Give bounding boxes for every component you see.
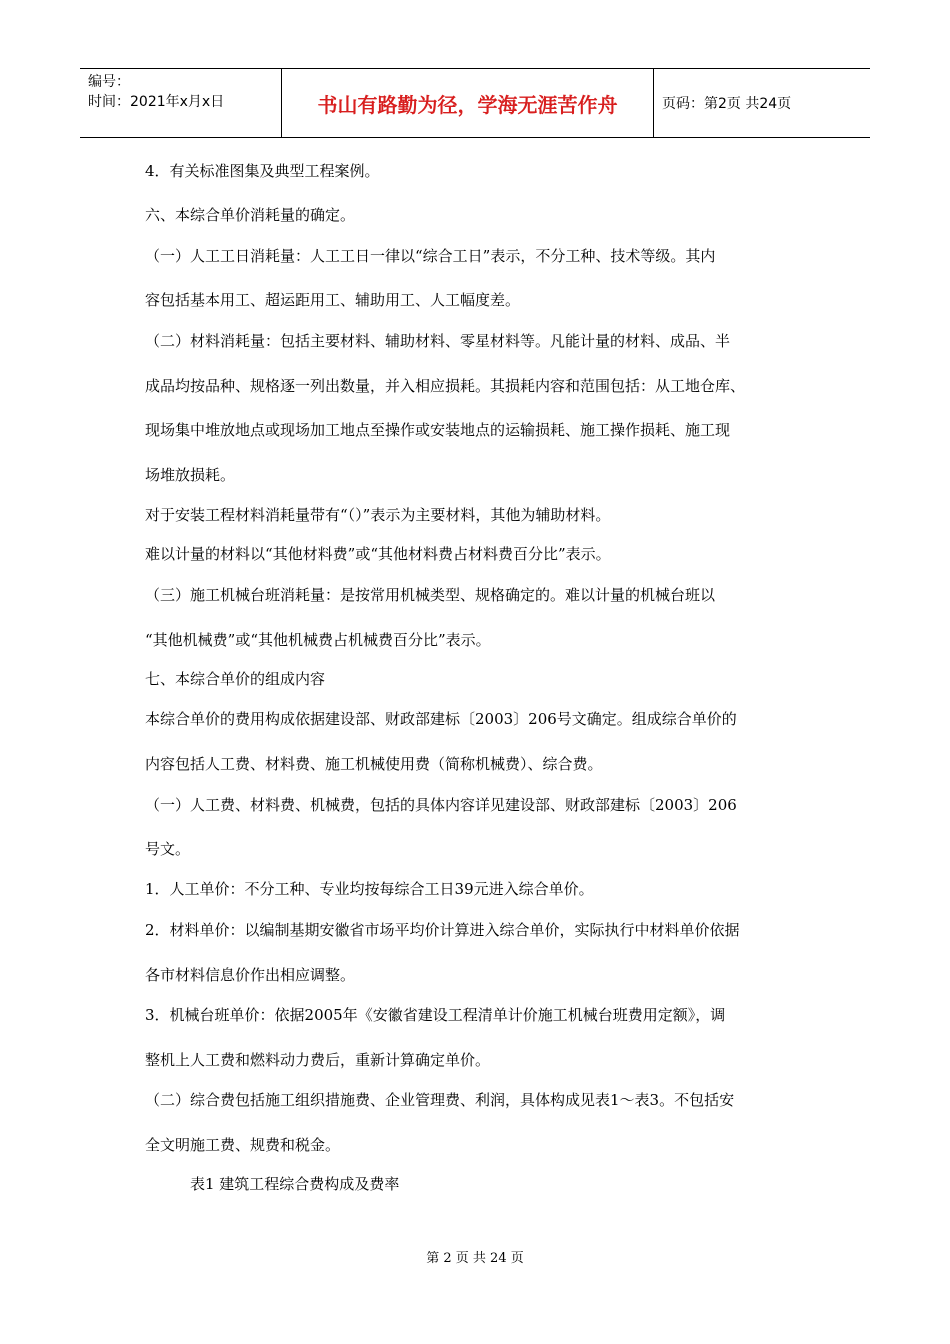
section-heading: 七、本综合单价的组成内容 xyxy=(145,670,326,688)
body-line: 1．人工单价：不分工种、专业均按每综合工日39元进入综合单价。 xyxy=(145,880,594,898)
header-motto: 书山有路勤为径，学海无涯苦作舟 xyxy=(282,69,654,137)
body-line: 3．机械台班单价：依据2005年《安徽省建设工程清单计价施工机械台班费用定额》，调 xyxy=(145,1006,726,1024)
body-line: “其他机械费”或“其他机械费占机械费百分比”表示。 xyxy=(145,631,491,649)
body-line: 整机上人工费和燃料动力费后，重新计算确定单价。 xyxy=(145,1051,491,1069)
body-line: 场堆放损耗。 xyxy=(145,466,236,484)
body-line: 4．有关标准图集及典型工程案例。 xyxy=(145,162,380,180)
body-line: （二）综合费包括施工组织措施费、企业管理费、利润，具体构成见表1～表3。不包括安 xyxy=(145,1091,735,1109)
body-line: （二）材料消耗量：包括主要材料、辅助材料、零星材料等。凡能计量的材料、成品、半 xyxy=(145,332,731,350)
document-number-label: 编号： xyxy=(88,74,130,90)
page-footer: 第 2 页 共 24 页 xyxy=(426,1251,524,1266)
body-line: 对于安装工程材料消耗量带有“（）”表示为主要材料，其他为辅助材料。 xyxy=(145,506,611,524)
page-header xyxy=(80,68,870,138)
header-meta xyxy=(80,69,282,137)
section-heading: 六、本综合单价消耗量的确定。 xyxy=(145,206,356,224)
body-line: （一）人工费、材料费、机械费，包括的具体内容详见建设部、财政部建标〔2003〕206 xyxy=(145,796,737,814)
body-line: 容包括基本用工、超运距用工、辅助用工、人工幅度差。 xyxy=(145,291,521,309)
header-page-info: 页码：第2页 共24页 xyxy=(662,96,792,112)
body-line: 号文。 xyxy=(145,840,191,858)
body-line: 全文明施工费、规费和税金。 xyxy=(145,1136,341,1154)
body-line: 2．材料单价：以编制基期安徽省市场平均价计算进入综合单价，实际执行中材料单价依据 xyxy=(145,921,740,939)
body-line: 各市材料信息价作出相应调整。 xyxy=(145,966,356,984)
body-line: 难以计量的材料以“其他材料费”或“其他材料费占材料费百分比”表示。 xyxy=(145,545,611,563)
body-line: 现场集中堆放地点或现场加工地点至操作或安装地点的运输损耗、施工操作损耗、施工现 xyxy=(145,421,731,439)
body-line: （一）人工工日消耗量：人工工日一律以“综合工日”表示，不分工种、技术等级。其内 xyxy=(145,247,716,265)
body-line: 内容包括人工费、材料费、施工机械使用费（简称机械费）、综合费。 xyxy=(145,755,603,773)
body-line: （三）施工机械台班消耗量：是按常用机械类型、规格确定的。难以计量的机械台班以 xyxy=(145,586,716,604)
table-caption: 表1 建筑工程综合费构成及费率 xyxy=(190,1175,400,1193)
body-line: 本综合单价的费用构成依据建设部、财政部建标〔2003〕206号文确定。组成综合单价的 xyxy=(145,710,737,728)
body-line: 成品均按品种、规格逐一列出数量，并入相应损耗。其损耗内容和范围包括：从工地仓库、 xyxy=(145,377,746,395)
document-time-label: 时间：2021年x月x日 xyxy=(88,94,225,110)
